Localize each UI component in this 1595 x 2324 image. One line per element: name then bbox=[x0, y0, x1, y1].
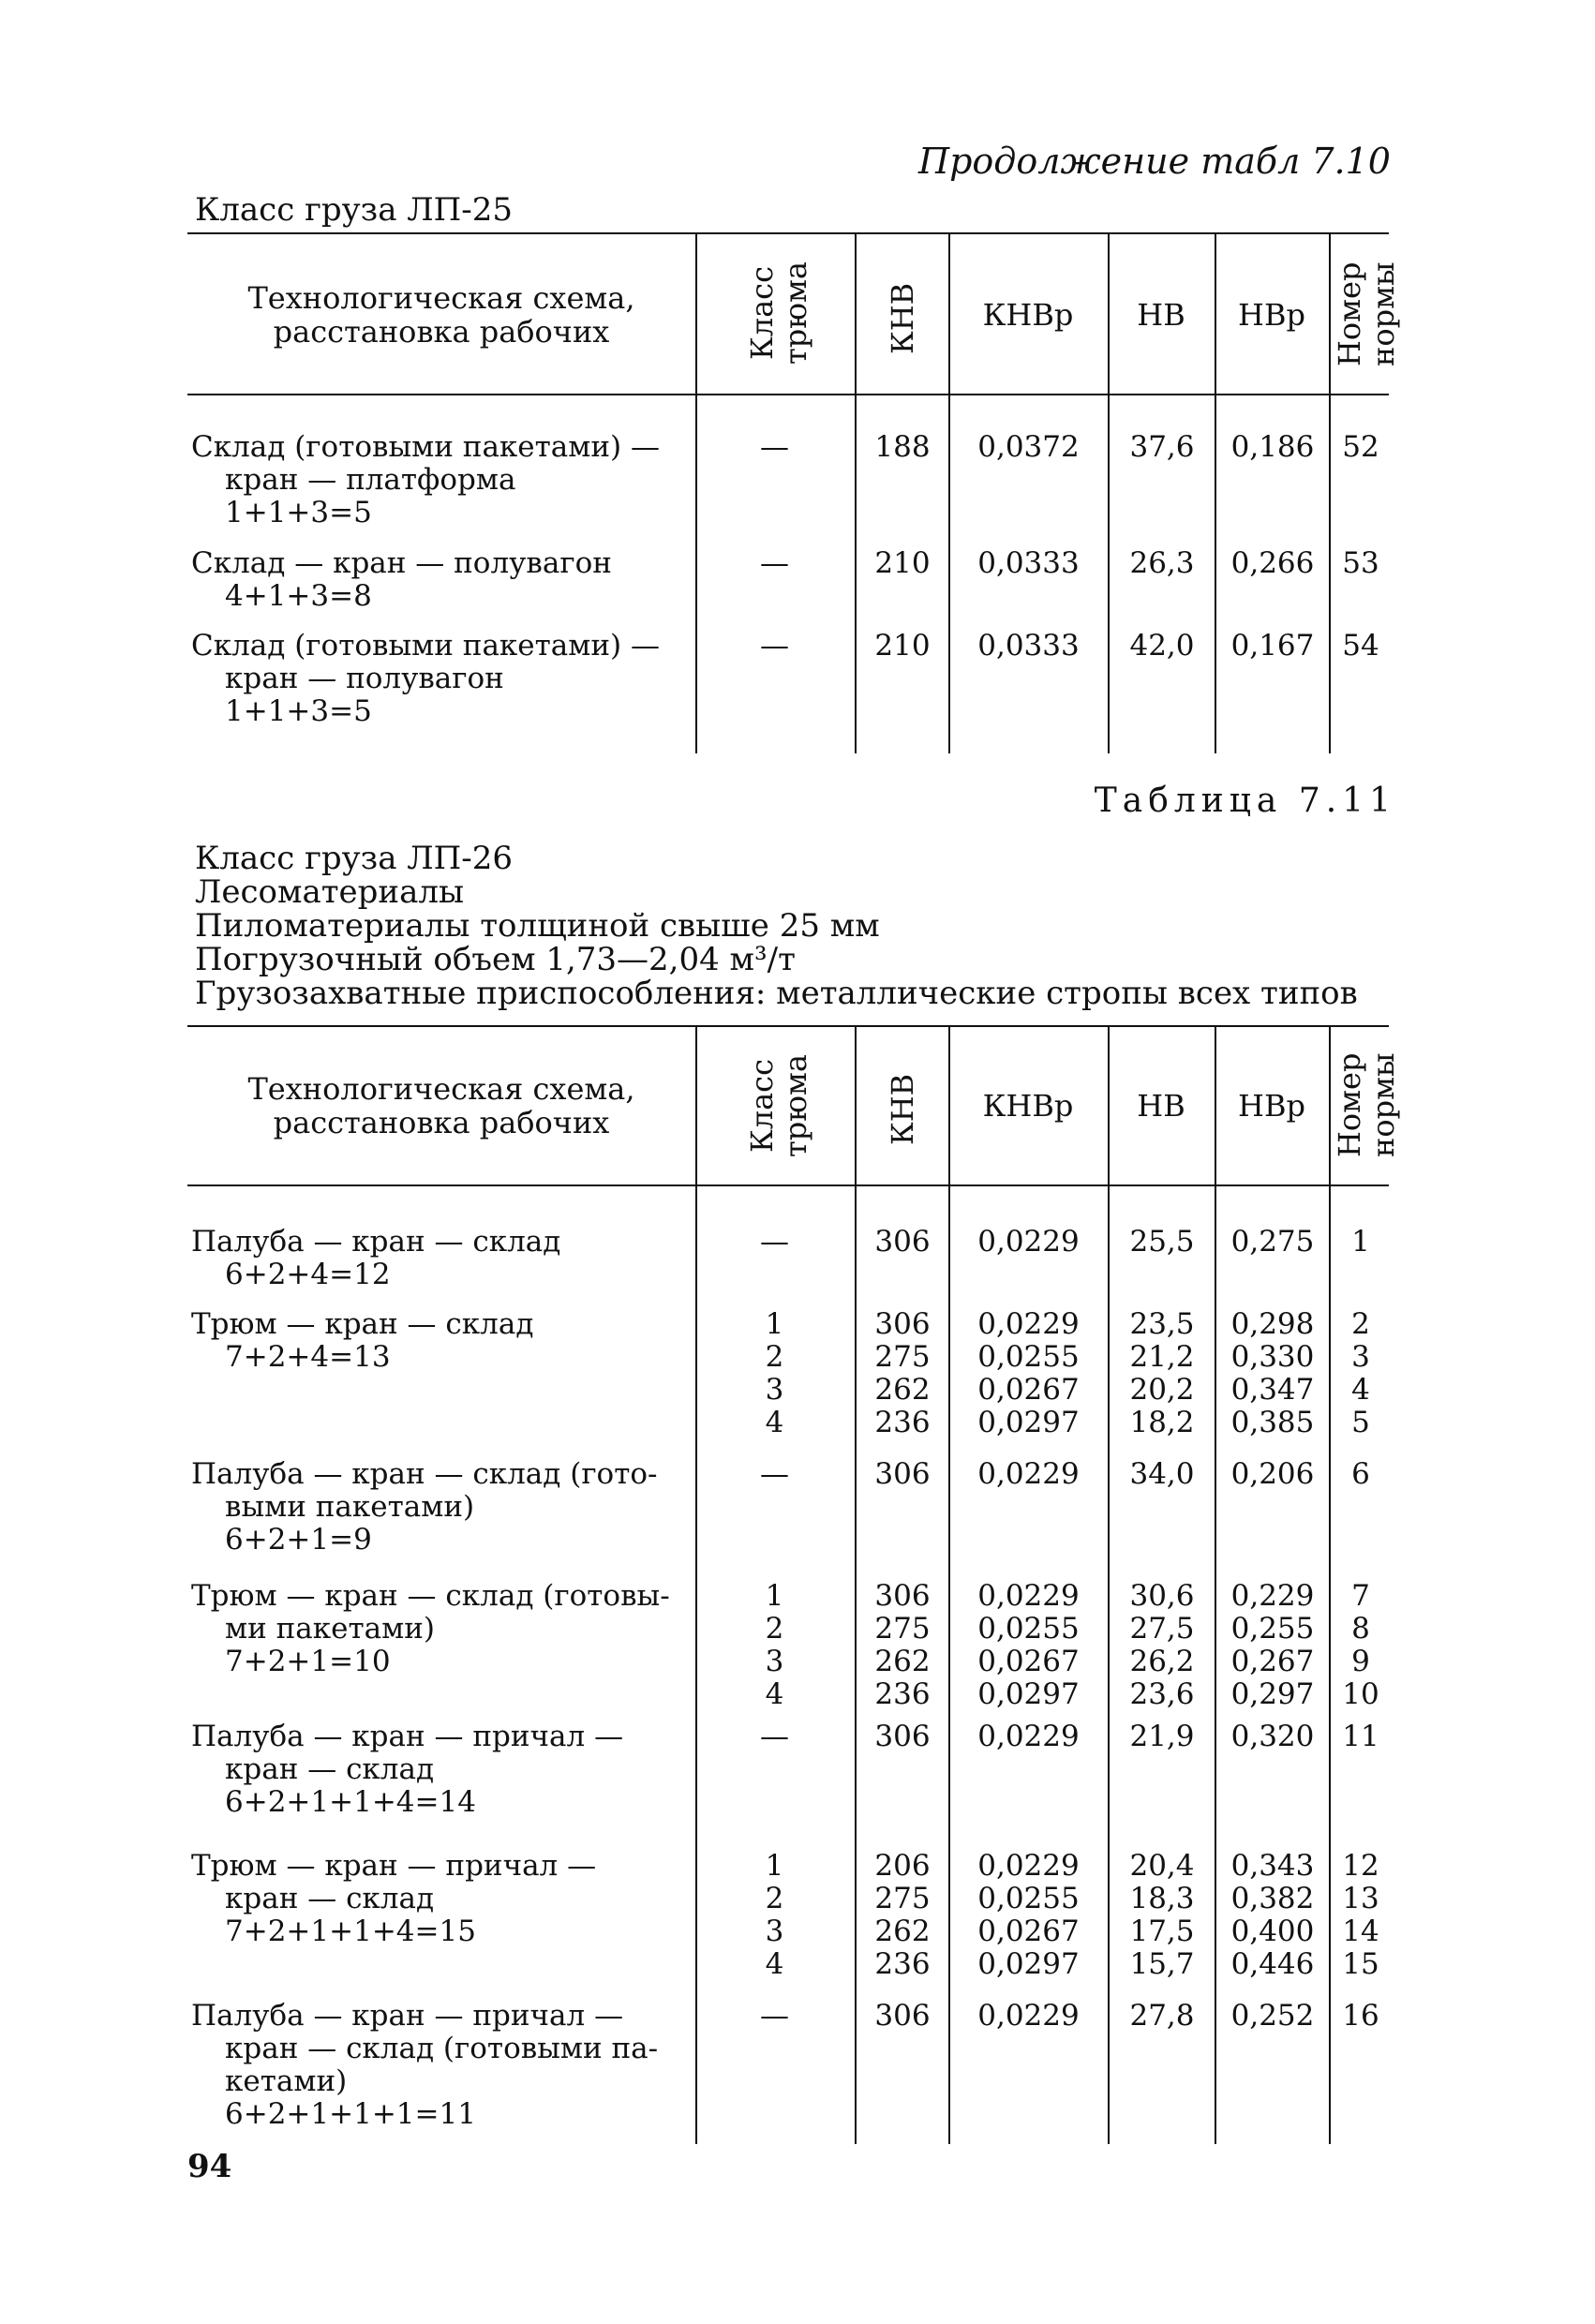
header-nv: НВ bbox=[1137, 297, 1185, 333]
header-scheme-line: Технологическая схема, bbox=[247, 280, 635, 316]
header-knvp: КНВр bbox=[982, 297, 1074, 333]
col-divider bbox=[855, 1025, 857, 2144]
header-norm-number-line: Номер bbox=[1332, 261, 1367, 366]
header-scheme-line: Технологическая схема, bbox=[247, 1071, 635, 1107]
knvp-cell bbox=[951, 1308, 1106, 1439]
header-hold-class bbox=[745, 253, 812, 373]
hold-class-cell-value: — bbox=[760, 1457, 789, 1491]
scheme-line: кран — платформа bbox=[225, 463, 516, 497]
header-scheme bbox=[187, 1072, 695, 1140]
knv-cell bbox=[857, 431, 947, 464]
norm-number-cell bbox=[1333, 1850, 1389, 1981]
scheme-line: Склад (готовыми пакетами) — bbox=[191, 629, 660, 663]
knv-cell-value: 306 bbox=[874, 1999, 931, 2033]
col-divider bbox=[1329, 232, 1331, 753]
scheme-line: кран — склад bbox=[225, 1882, 435, 1915]
hold-class-cell-value: 2 bbox=[765, 1612, 784, 1646]
nvp-cell-value: 0,400 bbox=[1230, 1914, 1315, 1948]
knvp-cell bbox=[951, 1580, 1106, 1711]
nv-cell-value: 30,6 bbox=[1129, 1579, 1195, 1613]
nv-cell-value: 15,7 bbox=[1129, 1947, 1195, 1981]
norm-number-cell-value: 54 bbox=[1342, 629, 1379, 663]
nvp-cell bbox=[1216, 431, 1329, 464]
knv-cell-value: 306 bbox=[874, 1307, 931, 1341]
scheme-line: кран — полувагон bbox=[225, 662, 504, 695]
hold-class-cell-value: — bbox=[760, 1999, 789, 2033]
header-knv: КНВ bbox=[885, 282, 920, 355]
nvp-cell-value: 0,267 bbox=[1230, 1645, 1315, 1678]
nvp-cell-value: 0,186 bbox=[1230, 430, 1315, 464]
hold-class-cell bbox=[698, 1721, 851, 1753]
cargo-class-lp25 bbox=[195, 193, 513, 227]
knvp-cell-value: 0,0229 bbox=[977, 1307, 1080, 1341]
knvp-cell bbox=[951, 2000, 1106, 2033]
nv-cell-value: 21,9 bbox=[1129, 1720, 1195, 1753]
nv-cell-value: 17,5 bbox=[1129, 1914, 1195, 1948]
cargo-info-lp26 bbox=[195, 842, 1358, 1010]
hold-class-cell-value: 2 bbox=[765, 1340, 784, 1374]
knv-cell bbox=[857, 2000, 947, 2033]
scheme-line: Палуба — кран — склад bbox=[191, 1225, 561, 1259]
header-norm-number bbox=[1333, 1044, 1400, 1166]
norm-number-cell-value: 10 bbox=[1342, 1677, 1379, 1711]
knv-cell bbox=[857, 1850, 947, 1981]
hold-class-cell-value: 1 bbox=[765, 1579, 784, 1613]
knvp-cell-value: 0,0255 bbox=[977, 1612, 1080, 1646]
header-hold-class-line: Класс bbox=[744, 266, 780, 361]
knv-cell bbox=[857, 630, 947, 663]
hold-class-cell bbox=[698, 1308, 851, 1439]
knv-cell-value: 188 bbox=[874, 430, 931, 464]
header-knv: КНВ bbox=[885, 1073, 920, 1146]
scheme-line: 6+2+1+1+4=14 bbox=[225, 1785, 476, 1819]
hold-class-cell-value: 4 bbox=[765, 1406, 784, 1439]
nv-cell-value: 34,0 bbox=[1129, 1457, 1195, 1491]
cargo-info-line: Грузозахватные приспособления: металлические стропы всех типов bbox=[195, 975, 1358, 1012]
knvp-cell bbox=[951, 1226, 1106, 1259]
nv-cell bbox=[1111, 1226, 1214, 1259]
header-rule bbox=[187, 1184, 1389, 1186]
nvp-cell bbox=[1216, 2000, 1329, 2033]
nvp-cell-value: 0,385 bbox=[1230, 1406, 1315, 1439]
knvp-cell-value: 0,0267 bbox=[977, 1645, 1080, 1678]
knvp-cell-value: 0,0229 bbox=[977, 1999, 1080, 2033]
norm-number-cell-value: 4 bbox=[1351, 1373, 1370, 1407]
norm-number-cell bbox=[1333, 431, 1389, 464]
scheme-line: Палуба — кран — причал — bbox=[191, 1999, 624, 2033]
knv-cell-value: 306 bbox=[874, 1225, 931, 1259]
header-hold-class bbox=[745, 1046, 812, 1166]
norm-number-cell-value: 5 bbox=[1351, 1406, 1370, 1439]
knvp-cell-value: 0,0229 bbox=[977, 1720, 1080, 1753]
cargo-class-label: Класс груза ЛП-25 bbox=[195, 191, 514, 229]
knvp-cell bbox=[951, 630, 1106, 663]
knvp-cell-value: 0,0255 bbox=[977, 1882, 1080, 1915]
nvp-cell-value: 0,255 bbox=[1230, 1612, 1315, 1646]
norm-number-cell bbox=[1333, 630, 1389, 663]
nv-cell bbox=[1111, 2000, 1214, 2033]
hold-class-cell-value: 4 bbox=[765, 1947, 784, 1981]
nv-cell-value: 20,4 bbox=[1129, 1849, 1195, 1883]
scheme-line: 4+1+3=8 bbox=[225, 579, 372, 613]
nv-cell-value: 27,5 bbox=[1129, 1612, 1195, 1646]
hold-class-cell bbox=[698, 547, 851, 580]
cargo-info-line: Погрузочный объем 1,73—2,04 м³/т bbox=[195, 941, 796, 978]
knvp-cell-value: 0,0333 bbox=[977, 546, 1080, 580]
nvp-cell-value: 0,343 bbox=[1230, 1849, 1315, 1883]
nv-cell-value: 42,0 bbox=[1129, 629, 1195, 663]
knvp-cell bbox=[951, 547, 1106, 580]
nvp-cell bbox=[1216, 1721, 1329, 1753]
scheme-line: 1+1+3=5 bbox=[225, 496, 372, 529]
nvp-cell-value: 0,252 bbox=[1230, 1999, 1315, 2033]
norm-number-cell-value: 13 bbox=[1342, 1882, 1379, 1915]
norm-number-cell bbox=[1333, 1226, 1389, 1259]
nv-cell bbox=[1111, 630, 1214, 663]
table-7-11 bbox=[187, 1025, 1401, 2144]
nv-cell-value: 26,3 bbox=[1129, 546, 1195, 580]
norm-number-cell bbox=[1333, 1308, 1389, 1439]
continuation-title: Продолжение табл 7.10 bbox=[917, 141, 1391, 182]
cargo-info-line: Пиломатериалы толщиной свыше 25 мм bbox=[195, 907, 880, 945]
header-norm-number-line: Номер bbox=[1332, 1052, 1367, 1157]
scheme-line: 6+2+4=12 bbox=[225, 1258, 391, 1291]
nvp-cell-value: 0,446 bbox=[1230, 1947, 1315, 1981]
nvp-cell-value: 0,330 bbox=[1230, 1340, 1315, 1374]
knvp-cell-value: 0,0229 bbox=[977, 1457, 1080, 1491]
knvp-cell-value: 0,0267 bbox=[977, 1914, 1080, 1948]
knv-cell bbox=[857, 1721, 947, 1753]
knvp-cell bbox=[951, 431, 1106, 464]
scheme-line: Трюм — кран — склад bbox=[191, 1307, 534, 1341]
norm-number-cell-value: 1 bbox=[1351, 1225, 1370, 1259]
scheme-line: выми пакетами) bbox=[225, 1490, 475, 1524]
knv-cell bbox=[857, 1226, 947, 1259]
scheme-cell bbox=[191, 1850, 697, 1948]
knvp-cell bbox=[951, 1721, 1106, 1753]
hold-class-cell-value: — bbox=[760, 629, 789, 663]
knv-cell-value: 306 bbox=[874, 1457, 931, 1491]
knv-cell-value: 306 bbox=[874, 1720, 931, 1753]
nv-cell bbox=[1111, 431, 1214, 464]
header-norm-number-line: нормы bbox=[1365, 261, 1401, 366]
knvp-cell-value: 0,0333 bbox=[977, 629, 1080, 663]
nv-cell bbox=[1111, 1458, 1214, 1491]
scheme-cell bbox=[191, 431, 697, 529]
scheme-line: Трюм — кран — склад (готовы- bbox=[191, 1579, 670, 1613]
header-nv: НВ bbox=[1137, 1088, 1185, 1124]
norm-number-cell-value: 11 bbox=[1342, 1720, 1379, 1753]
hold-class-cell-value: 1 bbox=[765, 1307, 784, 1341]
col-divider bbox=[1108, 1025, 1110, 2144]
hold-class-cell-value: — bbox=[760, 1720, 789, 1753]
nvp-cell bbox=[1216, 1580, 1329, 1711]
scheme-cell bbox=[191, 2000, 697, 2131]
knvp-cell-value: 0,0229 bbox=[977, 1579, 1080, 1613]
header-scheme-line: расстановка рабочих bbox=[273, 1105, 610, 1140]
knv-cell-value: 262 bbox=[874, 1914, 931, 1948]
hold-class-cell-value: — bbox=[760, 546, 789, 580]
knv-cell-value: 262 bbox=[874, 1373, 931, 1407]
scheme-line: 7+2+4=13 bbox=[225, 1340, 391, 1374]
col-divider bbox=[855, 232, 857, 753]
nv-cell-value: 25,5 bbox=[1129, 1225, 1195, 1259]
header-knvp: КНВр bbox=[982, 1088, 1074, 1124]
col-divider bbox=[1329, 1025, 1331, 2144]
scheme-cell bbox=[191, 1458, 697, 1557]
knv-cell bbox=[857, 547, 947, 580]
top-rule bbox=[187, 232, 1389, 234]
nvp-cell bbox=[1216, 1458, 1329, 1491]
scheme-line: Трюм — кран — причал — bbox=[191, 1849, 597, 1883]
knvp-cell-value: 0,0229 bbox=[977, 1225, 1080, 1259]
nvp-cell-value: 0,297 bbox=[1230, 1677, 1315, 1711]
hold-class-cell bbox=[698, 431, 851, 464]
top-rule bbox=[187, 1025, 1389, 1027]
nv-cell bbox=[1111, 547, 1214, 580]
knvp-cell-value: 0,0255 bbox=[977, 1340, 1080, 1374]
hold-class-cell-value: 1 bbox=[765, 1849, 784, 1883]
header-nvp: НВр bbox=[1238, 1088, 1305, 1124]
nv-cell-value: 20,2 bbox=[1129, 1373, 1195, 1407]
nvp-cell-value: 0,167 bbox=[1230, 629, 1315, 663]
header-hold-class-line: трюма bbox=[778, 261, 813, 365]
knvp-cell-value: 0,0297 bbox=[977, 1947, 1080, 1981]
scheme-line: Склад — кран — полувагон bbox=[191, 546, 612, 580]
norm-number-cell bbox=[1333, 2000, 1389, 2033]
header-hold-class-line: Класс bbox=[744, 1059, 780, 1154]
scheme-line: Палуба — кран — причал — bbox=[191, 1720, 624, 1753]
knvp-cell-value: 0,0297 bbox=[977, 1677, 1080, 1711]
header-scheme-line: расстановка рабочих bbox=[273, 314, 610, 350]
nv-cell-value: 37,6 bbox=[1129, 430, 1195, 464]
scheme-line: 6+2+1+1+1=11 bbox=[225, 2097, 476, 2131]
norm-number-cell-value: 8 bbox=[1351, 1612, 1370, 1646]
knv-cell-value: 210 bbox=[874, 546, 931, 580]
nv-cell-value: 26,2 bbox=[1129, 1645, 1195, 1678]
nvp-cell bbox=[1216, 547, 1329, 580]
nvp-cell bbox=[1216, 630, 1329, 663]
knvp-cell-value: 0,0229 bbox=[977, 1849, 1080, 1883]
nvp-cell-value: 0,382 bbox=[1230, 1882, 1315, 1915]
nv-cell bbox=[1111, 1308, 1214, 1439]
norm-number-cell-value: 9 bbox=[1351, 1645, 1370, 1678]
knvp-cell bbox=[951, 1850, 1106, 1981]
scheme-line: 6+2+1=9 bbox=[225, 1523, 372, 1557]
knvp-cell-value: 0,0372 bbox=[977, 430, 1080, 464]
nv-cell-value: 23,5 bbox=[1129, 1307, 1195, 1341]
scheme-line: 7+2+1=10 bbox=[225, 1645, 391, 1678]
header-nvp: НВр bbox=[1238, 297, 1305, 333]
knv-cell-value: 210 bbox=[874, 629, 931, 663]
scheme-line: Палуба — кран — склад (гото- bbox=[191, 1457, 658, 1491]
norm-number-cell-value: 15 bbox=[1342, 1947, 1379, 1981]
norm-number-cell-value: 16 bbox=[1342, 1999, 1379, 2033]
nv-cell-value: 23,6 bbox=[1129, 1677, 1195, 1711]
knv-cell-value: 206 bbox=[874, 1849, 931, 1883]
norm-number-cell-value: 14 bbox=[1342, 1914, 1379, 1948]
nv-cell-value: 27,8 bbox=[1129, 1999, 1195, 2033]
norm-number-cell bbox=[1333, 1721, 1389, 1753]
hold-class-cell-value: 2 bbox=[765, 1882, 784, 1915]
norm-number-cell-value: 6 bbox=[1351, 1457, 1370, 1491]
knv-cell-value: 275 bbox=[874, 1612, 931, 1646]
scheme-line: кран — склад bbox=[225, 1752, 435, 1786]
norm-number-cell-value: 53 bbox=[1342, 546, 1379, 580]
nvp-cell bbox=[1216, 1308, 1329, 1439]
norm-number-cell-value: 12 bbox=[1342, 1849, 1379, 1883]
norm-number-cell-value: 3 bbox=[1351, 1340, 1370, 1374]
header-norm-number bbox=[1333, 253, 1400, 375]
scheme-line: 7+2+1+1+4=15 bbox=[225, 1914, 476, 1948]
norm-number-cell bbox=[1333, 1458, 1389, 1491]
knv-cell-value: 306 bbox=[874, 1579, 931, 1613]
norm-number-cell bbox=[1333, 547, 1389, 580]
nv-cell bbox=[1111, 1721, 1214, 1753]
nvp-cell-value: 0,275 bbox=[1230, 1225, 1315, 1259]
norm-number-cell-value: 2 bbox=[1351, 1307, 1370, 1341]
hold-class-cell bbox=[698, 2000, 851, 2033]
scheme-cell bbox=[191, 547, 697, 613]
scheme-cell bbox=[191, 630, 697, 728]
knvp-cell bbox=[951, 1458, 1106, 1491]
knv-cell bbox=[857, 1458, 947, 1491]
header-rule bbox=[187, 394, 1389, 395]
knv-cell bbox=[857, 1308, 947, 1439]
hold-class-cell-value: 3 bbox=[765, 1914, 784, 1948]
nvp-cell-value: 0,229 bbox=[1230, 1579, 1315, 1613]
page-number: 94 bbox=[187, 2148, 232, 2185]
table-7-10 bbox=[187, 232, 1401, 753]
knvp-cell-value: 0,0267 bbox=[977, 1373, 1080, 1407]
hold-class-cell-value: — bbox=[760, 1225, 789, 1259]
hold-class-cell-value: — bbox=[760, 430, 789, 464]
nvp-cell bbox=[1216, 1850, 1329, 1981]
table-7-11-title: Таблица 7.11 bbox=[1094, 782, 1396, 820]
scheme-cell bbox=[191, 1226, 697, 1291]
nv-cell-value: 21,2 bbox=[1129, 1340, 1195, 1374]
knvp-cell-value: 0,0297 bbox=[977, 1406, 1080, 1439]
cargo-info-line: Лесоматериалы bbox=[195, 873, 465, 911]
knv-cell-value: 275 bbox=[874, 1882, 931, 1915]
header-scheme bbox=[187, 281, 695, 349]
knv-cell-value: 262 bbox=[874, 1645, 931, 1678]
knv-cell-value: 236 bbox=[874, 1677, 931, 1711]
hold-class-cell-value: 3 bbox=[765, 1645, 784, 1678]
norm-number-cell-value: 7 bbox=[1351, 1579, 1370, 1613]
nvp-cell-value: 0,320 bbox=[1230, 1720, 1315, 1753]
nvp-cell-value: 0,206 bbox=[1230, 1457, 1315, 1491]
nv-cell bbox=[1111, 1580, 1214, 1711]
scheme-line: кетами) bbox=[225, 2064, 348, 2098]
hold-class-cell-value: 4 bbox=[765, 1677, 784, 1711]
hold-class-cell bbox=[698, 1850, 851, 1981]
header-norm-number-line: нормы bbox=[1365, 1052, 1401, 1157]
scheme-line: 1+1+3=5 bbox=[225, 694, 372, 728]
nv-cell bbox=[1111, 1850, 1214, 1981]
nvp-cell-value: 0,266 bbox=[1230, 546, 1315, 580]
knv-cell-value: 236 bbox=[874, 1406, 931, 1439]
hold-class-cell bbox=[698, 1580, 851, 1711]
knv-cell-value: 275 bbox=[874, 1340, 931, 1374]
cargo-info-line: Класс груза ЛП-26 bbox=[195, 840, 514, 877]
norm-number-cell-value: 52 bbox=[1342, 430, 1379, 464]
knv-cell bbox=[857, 1580, 947, 1711]
hold-class-cell bbox=[698, 1458, 851, 1491]
norm-number-cell bbox=[1333, 1580, 1389, 1711]
nvp-cell-value: 0,347 bbox=[1230, 1373, 1315, 1407]
scheme-cell bbox=[191, 1721, 697, 1819]
col-divider bbox=[948, 1025, 950, 2144]
scheme-line: кран — склад (готовыми па- bbox=[225, 2032, 659, 2065]
knv-cell-value: 236 bbox=[874, 1947, 931, 1981]
scheme-line: Склад (готовыми пакетами) — bbox=[191, 430, 660, 464]
hold-class-cell-value: 3 bbox=[765, 1373, 784, 1407]
scheme-cell bbox=[191, 1308, 697, 1374]
hold-class-cell bbox=[698, 630, 851, 663]
nvp-cell bbox=[1216, 1226, 1329, 1259]
scheme-cell bbox=[191, 1580, 697, 1678]
nvp-cell-value: 0,298 bbox=[1230, 1307, 1315, 1341]
nv-cell-value: 18,3 bbox=[1129, 1882, 1195, 1915]
nv-cell-value: 18,2 bbox=[1129, 1406, 1195, 1439]
scheme-line: ми пакетами) bbox=[225, 1612, 435, 1646]
hold-class-cell bbox=[698, 1226, 851, 1259]
header-hold-class-line: трюма bbox=[778, 1054, 813, 1158]
